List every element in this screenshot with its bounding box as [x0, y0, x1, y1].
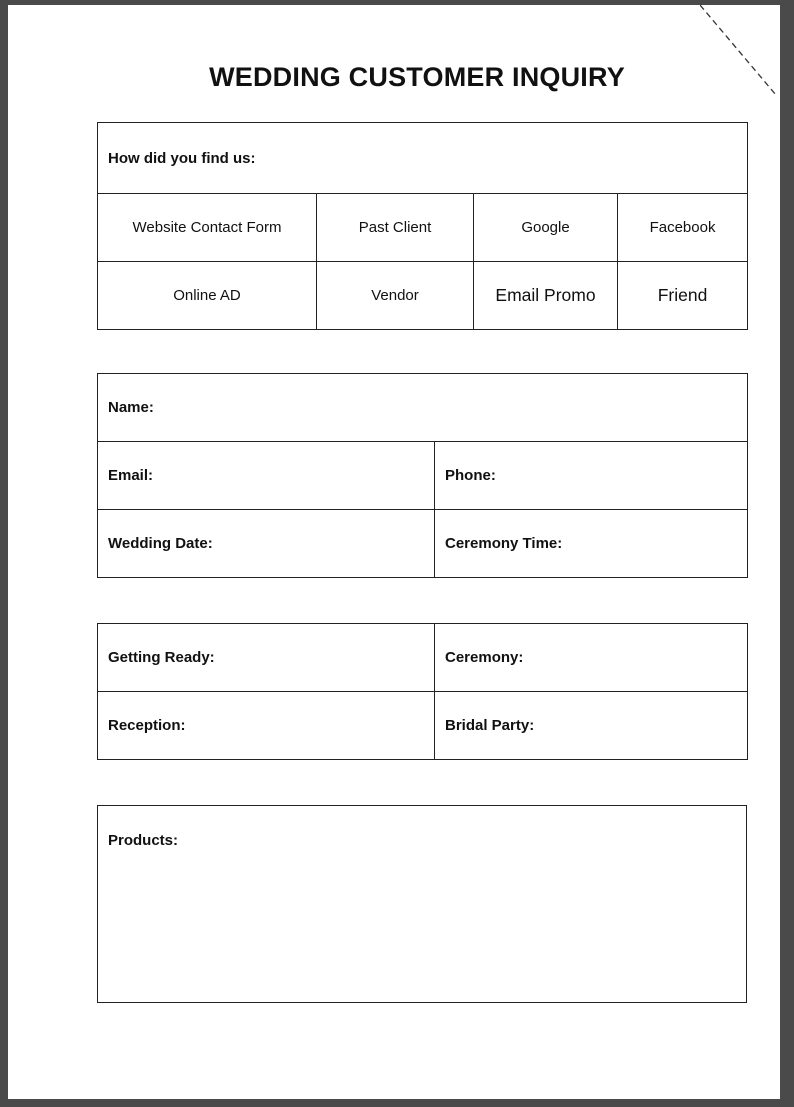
referral-option-google[interactable]: Google [474, 194, 618, 262]
phone-field[interactable]: Phone: [435, 442, 748, 510]
referral-option-email-promo[interactable]: Email Promo [474, 262, 618, 330]
form-page [8, 5, 780, 1099]
name-field[interactable]: Name: [98, 374, 748, 442]
products-table [97, 805, 747, 1003]
referral-option-vendor[interactable]: Vendor [317, 262, 474, 330]
wedding-date-field[interactable]: Wedding Date: [98, 510, 435, 578]
contact-table [97, 373, 748, 578]
referral-option-friend[interactable]: Friend [618, 262, 748, 330]
referral-option-website-contact-form[interactable]: Website Contact Form [98, 194, 317, 262]
locations-table [97, 623, 748, 760]
email-field[interactable]: Email: [98, 442, 435, 510]
getting-ready-field[interactable]: Getting Ready: [98, 624, 435, 692]
ceremony-time-field[interactable]: Ceremony Time: [435, 510, 748, 578]
products-field[interactable]: Products: [98, 806, 747, 1003]
ceremony-field[interactable]: Ceremony: [435, 624, 748, 692]
referral-label: How did you find us: [98, 123, 748, 194]
reception-field[interactable]: Reception: [98, 692, 435, 760]
referral-option-past-client[interactable]: Past Client [317, 194, 474, 262]
bridal-party-field[interactable]: Bridal Party: [435, 692, 748, 760]
page-title: WEDDING CUSTOMER INQUIRY [209, 62, 625, 92]
referral-option-online-ad[interactable]: Online AD [98, 262, 317, 330]
referral-table [97, 122, 748, 330]
referral-option-facebook[interactable]: Facebook [618, 194, 748, 262]
